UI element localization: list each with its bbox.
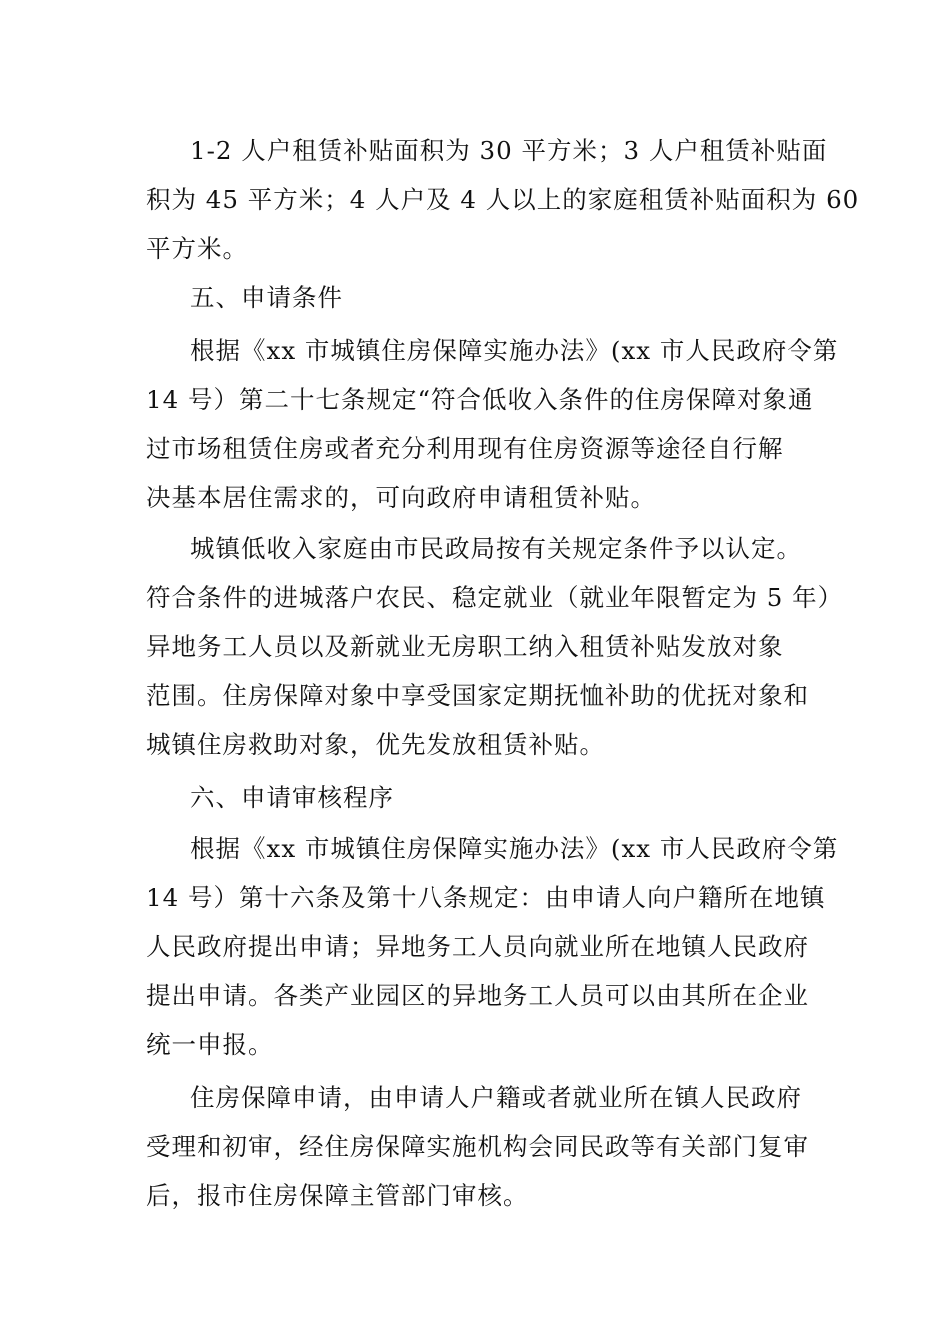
text-line: 过市场租赁住房或者充分利用现有住房资源等途径自行解 (146, 434, 784, 463)
text-line: 住房保障申请，由申请人户籍或者就业所在镇人民政府 (190, 1083, 802, 1112)
section-heading: 六、申请审核程序 (190, 783, 394, 812)
text-line: 范围。住房保障对象中享受国家定期抚恤补助的优抚对象和 (146, 681, 809, 710)
text-line: 城镇住房救助对象，优先发放租赁补贴。 (146, 730, 605, 759)
text-line: 异地务工人员以及新就业无房职工纳入租赁补贴发放对象 (146, 632, 784, 661)
text-line: 14 号）第二十七条规定“符合低收入条件的住房保障对象通 (146, 385, 814, 414)
text-line: 1-2 人户租赁补贴面积为 30 平方米；3 人户租赁补贴面 (190, 136, 828, 165)
text-line: 根据《xx 市城镇住房保障实施办法》(xx 市人民政府令第 (190, 834, 839, 863)
text-line: 平方米。 (146, 234, 248, 263)
text-line: 根据《xx 市城镇住房保障实施办法》(xx 市人民政府令第 (190, 336, 839, 365)
text-line: 后，报市住房保障主管部门审核。 (146, 1181, 529, 1210)
text-line: 统一申报。 (146, 1030, 274, 1059)
text-line: 符合条件的进城落户农民、稳定就业（就业年限暂定为 5 年） (146, 583, 844, 612)
text-line: 14 号）第十六条及第十八条规定：由申请人向户籍所在地镇 (146, 883, 826, 912)
section-heading: 五、申请条件 (190, 283, 343, 312)
text-line: 城镇低收入家庭由市民政局按有关规定条件予以认定。 (190, 534, 802, 563)
text-line: 决基本居住需求的，可向政府申请租赁补贴。 (146, 483, 656, 512)
text-line: 提出申请。各类产业园区的异地务工人员可以由其所在企业 (146, 981, 809, 1010)
text-line: 人民政府提出申请；异地务工人员向就业所在地镇人民政府 (146, 932, 809, 961)
text-line: 积为 45 平方米；4 人户及 4 人以上的家庭租赁补贴面积为 60 (146, 185, 860, 214)
text-line: 受理和初审，经住房保障实施机构会同民政等有关部门复审 (146, 1132, 809, 1161)
